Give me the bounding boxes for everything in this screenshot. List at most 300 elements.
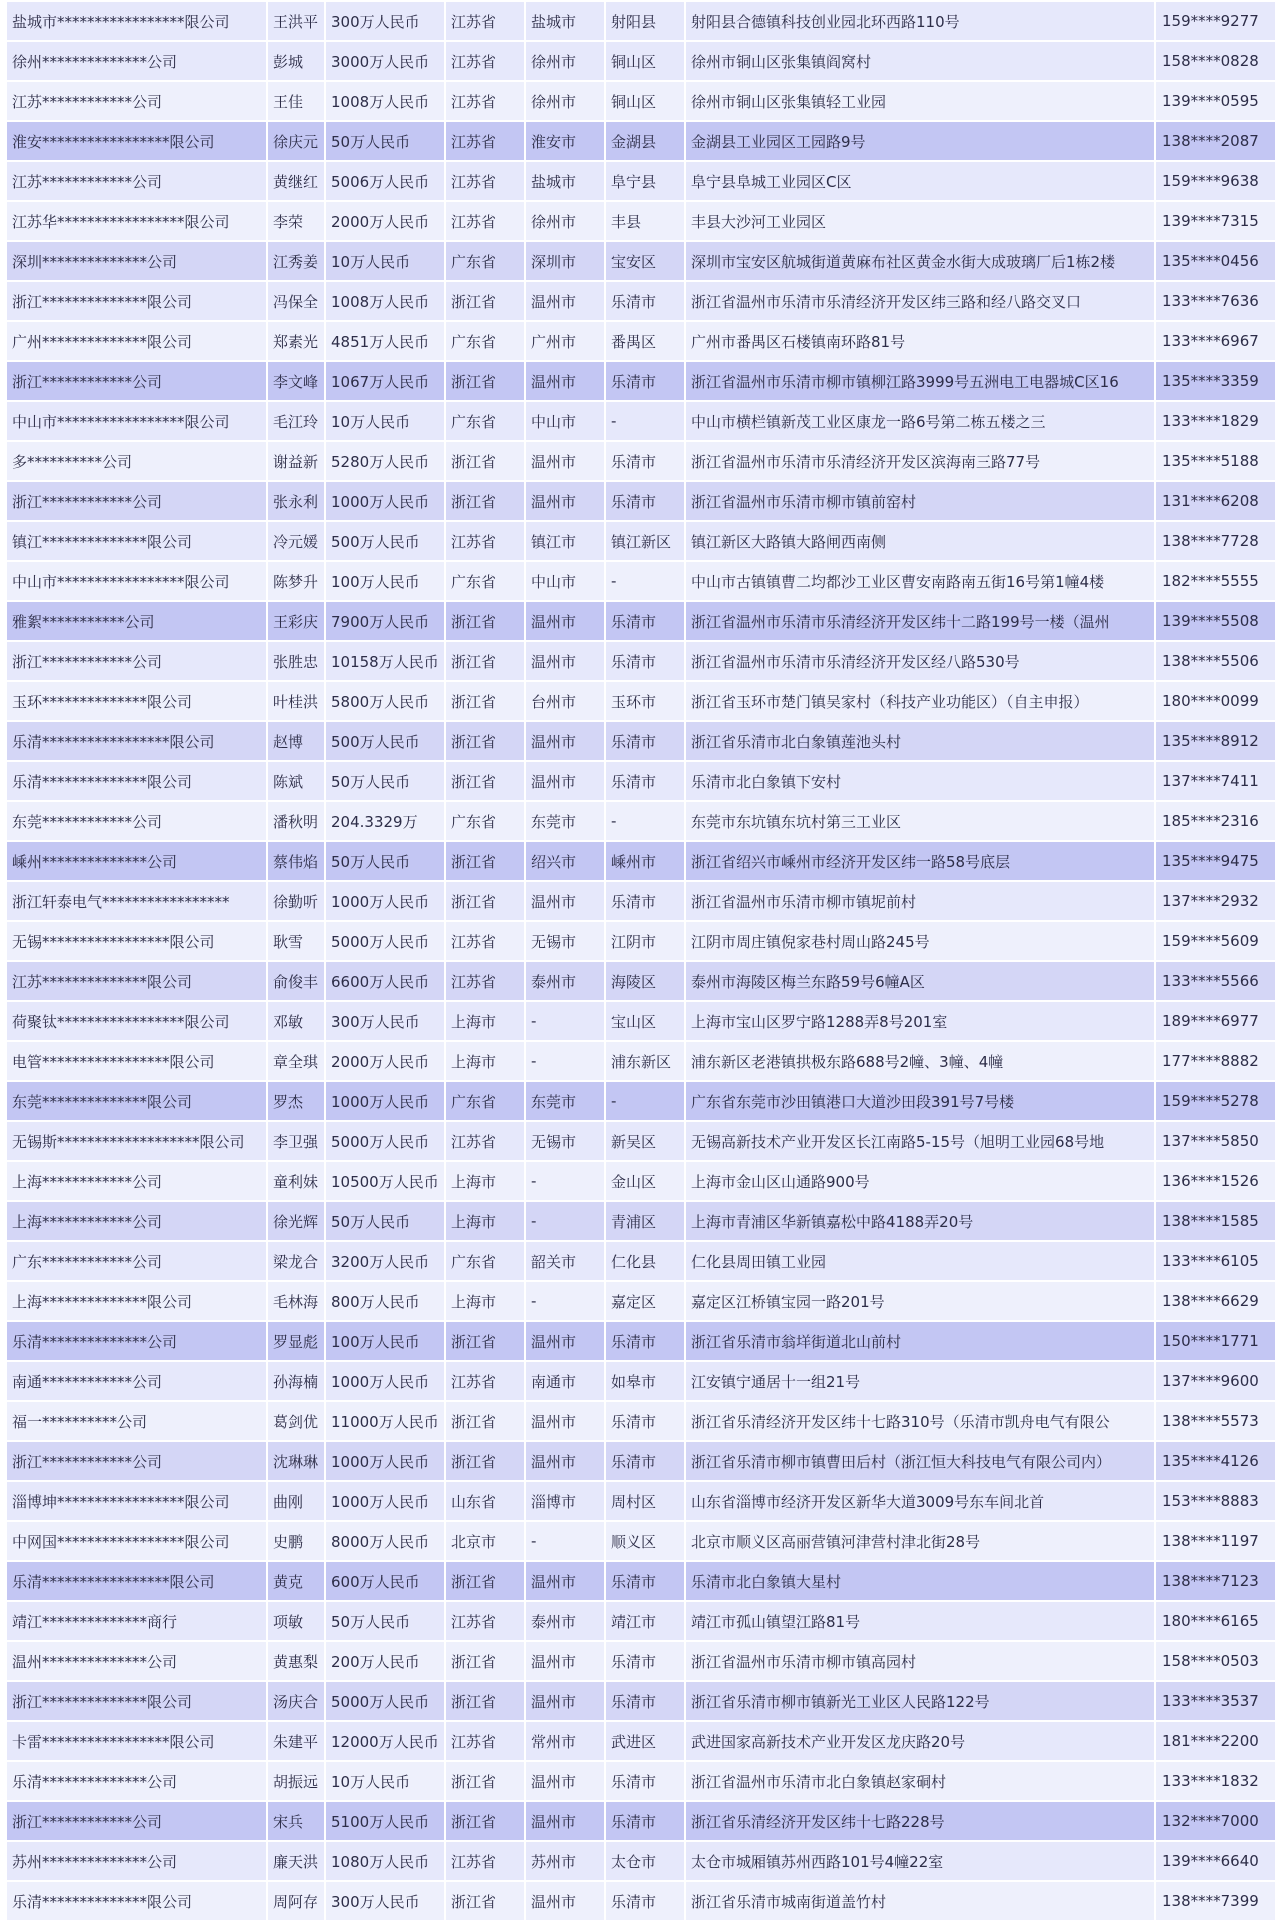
contact-cell: 蔡伟焰 (267, 841, 325, 881)
city-cell: 温州市 (525, 1321, 605, 1361)
province-cell: 浙江省 (445, 361, 525, 401)
company-cell: 雅絮***********公司 (6, 601, 267, 641)
company-cell: 南通************公司 (6, 1361, 267, 1401)
city-cell: 温州市 (525, 1401, 605, 1441)
capital-cell: 5000万人民币 (325, 1121, 445, 1161)
phone-cell: 133****7636 (1155, 281, 1276, 321)
district-cell: 乐清市 (605, 441, 685, 481)
phone-cell: 136****1526 (1155, 1161, 1276, 1201)
city-cell: 南通市 (525, 1361, 605, 1401)
province-cell: 广东省 (445, 401, 525, 441)
phone-cell: 153****8883 (1155, 1481, 1276, 1521)
address-cell: 太仓市城厢镇苏州西路101号4幢22室 (685, 1841, 1155, 1881)
contact-cell: 葛剑优 (267, 1401, 325, 1441)
address-cell: 中山市古镇镇曹二均都沙工业区曹安南路南五街16号第1幢4楼 (685, 561, 1155, 601)
district-cell: 武进区 (605, 1721, 685, 1761)
table-row (6, 1401, 1276, 1441)
province-cell: 江苏省 (445, 1121, 525, 1161)
table-row (6, 601, 1276, 641)
district-cell: 仁化县 (605, 1241, 685, 1281)
contact-cell: 童利妹 (267, 1161, 325, 1201)
contact-cell: 黄继红 (267, 161, 325, 201)
phone-cell: 132****7000 (1155, 1801, 1276, 1841)
capital-cell: 5100万人民币 (325, 1801, 445, 1841)
phone-cell: 159****5609 (1155, 921, 1276, 961)
district-cell: 乐清市 (605, 1881, 685, 1921)
capital-cell: 1000万人民币 (325, 1081, 445, 1121)
district-cell: 嵊州市 (605, 841, 685, 881)
province-cell: 江苏省 (445, 161, 525, 201)
phone-cell: 138****2087 (1155, 121, 1276, 161)
contact-cell: 徐庆元 (267, 121, 325, 161)
company-cell: 盐城市*****************限公司 (6, 1, 267, 41)
address-cell: 江阴市周庄镇倪家巷村周山路245号 (685, 921, 1155, 961)
company-cell: 无锡*****************限公司 (6, 921, 267, 961)
capital-cell: 100万人民币 (325, 1321, 445, 1361)
phone-cell: 138****7728 (1155, 521, 1276, 561)
address-cell: 镇江新区大路镇大路闸西南侧 (685, 521, 1155, 561)
company-cell: 卡雷*****************限公司 (6, 1721, 267, 1761)
province-cell: 北京市 (445, 1521, 525, 1561)
table-row (6, 521, 1276, 561)
province-cell: 江苏省 (445, 961, 525, 1001)
capital-cell: 1000万人民币 (325, 481, 445, 521)
capital-cell: 500万人民币 (325, 721, 445, 761)
phone-cell: 135****9475 (1155, 841, 1276, 881)
province-cell: 浙江省 (445, 681, 525, 721)
province-cell: 浙江省 (445, 1321, 525, 1361)
contact-cell: 孙海楠 (267, 1361, 325, 1401)
province-cell: 广东省 (445, 1081, 525, 1121)
district-cell: 铜山区 (605, 81, 685, 121)
capital-cell: 10万人民币 (325, 401, 445, 441)
company-cell: 东莞**************限公司 (6, 1081, 267, 1121)
capital-cell: 800万人民币 (325, 1281, 445, 1321)
contact-cell: 张永利 (267, 481, 325, 521)
table-body (6, 1, 1276, 1921)
table-row (6, 41, 1276, 81)
company-cell: 浙江**************限公司 (6, 281, 267, 321)
address-cell: 徐州市铜山区张集镇阎窝村 (685, 41, 1155, 81)
phone-cell: 158****0503 (1155, 1641, 1276, 1681)
district-cell: 新吴区 (605, 1121, 685, 1161)
table-row (6, 201, 1276, 241)
district-cell: 宝山区 (605, 1001, 685, 1041)
district-cell: 乐清市 (605, 481, 685, 521)
company-cell: 乐清*****************限公司 (6, 721, 267, 761)
table-row (6, 1561, 1276, 1601)
province-cell: 上海市 (445, 1201, 525, 1241)
contact-cell: 冷元媛 (267, 521, 325, 561)
address-cell: 泰州市海陵区梅兰东路59号6幢A区 (685, 961, 1155, 1001)
phone-cell: 139****7315 (1155, 201, 1276, 241)
province-cell: 广东省 (445, 1241, 525, 1281)
city-cell: 东莞市 (525, 801, 605, 841)
capital-cell: 600万人民币 (325, 1561, 445, 1601)
table-row (6, 401, 1276, 441)
phone-cell: 182****5555 (1155, 561, 1276, 601)
phone-cell: 158****0828 (1155, 41, 1276, 81)
province-cell: 浙江省 (445, 841, 525, 881)
capital-cell: 1080万人民币 (325, 1841, 445, 1881)
table-row (6, 1801, 1276, 1841)
district-cell: 江阴市 (605, 921, 685, 961)
district-cell: 周村区 (605, 1481, 685, 1521)
address-cell: 广州市番禺区石楼镇南环路81号 (685, 321, 1155, 361)
table-row (6, 961, 1276, 1001)
company-cell: 中山市*****************限公司 (6, 401, 267, 441)
company-cell: 浙江************公司 (6, 481, 267, 521)
address-cell: 无锡高新技术产业开发区长江南路5-15号（旭明工业园68号地 (685, 1121, 1155, 1161)
address-cell: 丰县大沙河工业园区 (685, 201, 1155, 241)
phone-cell: 138****6629 (1155, 1281, 1276, 1321)
capital-cell: 1067万人民币 (325, 361, 445, 401)
contact-cell: 王洪平 (267, 1, 325, 41)
capital-cell: 100万人民币 (325, 561, 445, 601)
city-cell: - (525, 1201, 605, 1241)
city-cell: 温州市 (525, 1881, 605, 1921)
table-row (6, 761, 1276, 801)
address-cell: 乐清市北白象镇大星村 (685, 1561, 1155, 1601)
province-cell: 江苏省 (445, 1, 525, 41)
contact-cell: 胡振远 (267, 1761, 325, 1801)
phone-cell: 181****2200 (1155, 1721, 1276, 1761)
table-row (6, 921, 1276, 961)
capital-cell: 11000万人民币 (325, 1401, 445, 1441)
table-row (6, 1241, 1276, 1281)
phone-cell: 139****0595 (1155, 81, 1276, 121)
province-cell: 上海市 (445, 1001, 525, 1041)
address-cell: 深圳市宝安区航城街道黄麻布社区黄金水街大成玻璃厂后1栋2楼 (685, 241, 1155, 281)
city-cell: 温州市 (525, 441, 605, 481)
capital-cell: 6600万人民币 (325, 961, 445, 1001)
district-cell: 镇江新区 (605, 521, 685, 561)
district-cell: 乐清市 (605, 361, 685, 401)
company-cell: 徐州**************公司 (6, 41, 267, 81)
city-cell: 无锡市 (525, 921, 605, 961)
address-cell: 仁化县周田镇工业园 (685, 1241, 1155, 1281)
address-cell: 东莞市东坑镇东坑村第三工业区 (685, 801, 1155, 841)
company-cell: 中山市*****************限公司 (6, 561, 267, 601)
company-cell: 江苏************公司 (6, 81, 267, 121)
capital-cell: 5800万人民币 (325, 681, 445, 721)
company-cell: 浙江************公司 (6, 641, 267, 681)
phone-cell: 137****9600 (1155, 1361, 1276, 1401)
phone-cell: 133****3537 (1155, 1681, 1276, 1721)
company-cell: 东莞************公司 (6, 801, 267, 841)
company-cell: 乐清**************限公司 (6, 1881, 267, 1921)
city-cell: - (525, 1041, 605, 1081)
contact-cell: 黄惠梨 (267, 1641, 325, 1681)
company-cell: 乐清**************限公司 (6, 761, 267, 801)
table-row (6, 1641, 1276, 1681)
province-cell: 浙江省 (445, 721, 525, 761)
phone-cell: 159****9638 (1155, 161, 1276, 201)
district-cell: 乐清市 (605, 1401, 685, 1441)
district-cell: 乐清市 (605, 1761, 685, 1801)
contact-cell: 俞俊丰 (267, 961, 325, 1001)
city-cell: 淮安市 (525, 121, 605, 161)
company-cell: 深圳**************公司 (6, 241, 267, 281)
phone-cell: 138****7123 (1155, 1561, 1276, 1601)
city-cell: 苏州市 (525, 1841, 605, 1881)
table-row (6, 1201, 1276, 1241)
address-cell: 浙江省温州市乐清市柳市镇坭前村 (685, 881, 1155, 921)
contact-cell: 罗杰 (267, 1081, 325, 1121)
company-cell: 乐清**************公司 (6, 1761, 267, 1801)
capital-cell: 3000万人民币 (325, 41, 445, 81)
phone-cell: 138****5506 (1155, 641, 1276, 681)
city-cell: 淄博市 (525, 1481, 605, 1521)
address-cell: 靖江市孤山镇望江路81号 (685, 1601, 1155, 1641)
district-cell: 乐清市 (605, 1441, 685, 1481)
city-cell: 深圳市 (525, 241, 605, 281)
company-cell: 无锡斯*******************限公司 (6, 1121, 267, 1161)
district-cell: 如皋市 (605, 1361, 685, 1401)
district-cell: 嘉定区 (605, 1281, 685, 1321)
table-row (6, 1161, 1276, 1201)
company-cell: 浙江************公司 (6, 1801, 267, 1841)
district-cell: 靖江市 (605, 1601, 685, 1641)
contact-cell: 赵博 (267, 721, 325, 761)
table-row (6, 321, 1276, 361)
table-row (6, 1081, 1276, 1121)
city-cell: 温州市 (525, 721, 605, 761)
company-cell: 浙江************公司 (6, 361, 267, 401)
address-cell: 浙江省乐清经济开发区纬十七路228号 (685, 1801, 1155, 1841)
capital-cell: 10500万人民币 (325, 1161, 445, 1201)
province-cell: 江苏省 (445, 81, 525, 121)
company-cell: 乐清*****************限公司 (6, 1561, 267, 1601)
table-row (6, 1761, 1276, 1801)
table-row (6, 361, 1276, 401)
table-row (6, 841, 1276, 881)
city-cell: 中山市 (525, 561, 605, 601)
address-cell: 广东省东莞市沙田镇港口大道沙田段391号7号楼 (685, 1081, 1155, 1121)
phone-cell: 133****6105 (1155, 1241, 1276, 1281)
address-cell: 上海市青浦区华新镇嘉松中路4188弄20号 (685, 1201, 1155, 1241)
address-cell: 山东省淄博市经济开发区新华大道3009号东车间北首 (685, 1481, 1155, 1521)
address-cell: 浙江省温州市乐清市柳市镇高园村 (685, 1641, 1155, 1681)
address-cell: 上海市宝山区罗宁路1288弄8号201室 (685, 1001, 1155, 1041)
district-cell: 乐清市 (605, 1681, 685, 1721)
table-row (6, 241, 1276, 281)
province-cell: 江苏省 (445, 921, 525, 961)
contact-cell: 朱建平 (267, 1721, 325, 1761)
phone-cell: 139****5508 (1155, 601, 1276, 641)
contact-cell: 廉天洪 (267, 1841, 325, 1881)
city-cell: - (525, 1281, 605, 1321)
table-row (6, 481, 1276, 521)
table-row (6, 1121, 1276, 1161)
contact-cell: 陈斌 (267, 761, 325, 801)
table-row (6, 121, 1276, 161)
district-cell: 乐清市 (605, 761, 685, 801)
company-cell: 乐清**************公司 (6, 1321, 267, 1361)
province-cell: 浙江省 (445, 1561, 525, 1601)
capital-cell: 5280万人民币 (325, 441, 445, 481)
capital-cell: 1000万人民币 (325, 881, 445, 921)
province-cell: 江苏省 (445, 521, 525, 561)
capital-cell: 1008万人民币 (325, 281, 445, 321)
phone-cell: 139****6640 (1155, 1841, 1276, 1881)
company-cell: 上海************公司 (6, 1201, 267, 1241)
province-cell: 山东省 (445, 1481, 525, 1521)
province-cell: 江苏省 (445, 1601, 525, 1641)
phone-cell: 137****7411 (1155, 761, 1276, 801)
city-cell: 温州市 (525, 1801, 605, 1841)
address-cell: 浙江省温州市乐清市北白象镇赵家硐村 (685, 1761, 1155, 1801)
company-cell: 浙江**************限公司 (6, 1681, 267, 1721)
table-row (6, 1721, 1276, 1761)
province-cell: 江苏省 (445, 121, 525, 161)
capital-cell: 50万人民币 (325, 1201, 445, 1241)
table-row (6, 1, 1276, 41)
city-cell: 徐州市 (525, 201, 605, 241)
table-row (6, 1441, 1276, 1481)
capital-cell: 10万人民币 (325, 1761, 445, 1801)
district-cell: - (605, 801, 685, 841)
district-cell: 乐清市 (605, 601, 685, 641)
province-cell: 江苏省 (445, 201, 525, 241)
district-cell: - (605, 1081, 685, 1121)
city-cell: 温州市 (525, 361, 605, 401)
capital-cell: 1000万人民币 (325, 1361, 445, 1401)
capital-cell: 2000万人民币 (325, 1041, 445, 1081)
city-cell: 温州市 (525, 1441, 605, 1481)
capital-cell: 1008万人民币 (325, 81, 445, 121)
contact-cell: 宋兵 (267, 1801, 325, 1841)
district-cell: 玉环市 (605, 681, 685, 721)
capital-cell: 10158万人民币 (325, 641, 445, 681)
province-cell: 上海市 (445, 1041, 525, 1081)
address-cell: 浙江省乐清市城南街道盖竹村 (685, 1881, 1155, 1921)
province-cell: 浙江省 (445, 1881, 525, 1921)
capital-cell: 5006万人民币 (325, 161, 445, 201)
address-cell: 浙江省乐清市北白象镇莲池头村 (685, 721, 1155, 761)
city-cell: 镇江市 (525, 521, 605, 561)
capital-cell: 200万人民币 (325, 1641, 445, 1681)
company-cell: 中网国*****************限公司 (6, 1521, 267, 1561)
district-cell: 丰县 (605, 201, 685, 241)
capital-cell: 1000万人民币 (325, 1441, 445, 1481)
address-cell: 浙江省温州市乐清市柳市镇柳江路3999号五洲电工电器城C区16 (685, 361, 1155, 401)
city-cell: 常州市 (525, 1721, 605, 1761)
address-cell: 武进国家高新技术产业开发区龙庆路20号 (685, 1721, 1155, 1761)
table-row (6, 81, 1276, 121)
city-cell: 台州市 (525, 681, 605, 721)
province-cell: 浙江省 (445, 1641, 525, 1681)
contact-cell: 毛江玲 (267, 401, 325, 441)
address-cell: 金湖县工业园区工园路9号 (685, 121, 1155, 161)
phone-cell: 135****4126 (1155, 1441, 1276, 1481)
contact-cell: 李文峰 (267, 361, 325, 401)
address-cell: 浙江省绍兴市嵊州市经济开发区纬一路58号底层 (685, 841, 1155, 881)
address-cell: 嘉定区江桥镇宝园一路201号 (685, 1281, 1155, 1321)
table-row (6, 1841, 1276, 1881)
district-cell: 乐清市 (605, 1321, 685, 1361)
phone-cell: 180****6165 (1155, 1601, 1276, 1641)
table-row (6, 561, 1276, 601)
city-cell: 温州市 (525, 761, 605, 801)
contact-cell: 曲刚 (267, 1481, 325, 1521)
district-cell: 乐清市 (605, 281, 685, 321)
address-cell: 徐州市铜山区张集镇轻工业园 (685, 81, 1155, 121)
capital-cell: 300万人民币 (325, 1881, 445, 1921)
province-cell: 广东省 (445, 241, 525, 281)
district-cell: 铜山区 (605, 41, 685, 81)
company-cell: 靖江**************商行 (6, 1601, 267, 1641)
city-cell: 无锡市 (525, 1121, 605, 1161)
table-row (6, 1001, 1276, 1041)
city-cell: 徐州市 (525, 81, 605, 121)
district-cell: 太仓市 (605, 1841, 685, 1881)
province-cell: 上海市 (445, 1281, 525, 1321)
contact-cell: 毛林海 (267, 1281, 325, 1321)
company-table (5, 0, 1277, 1922)
phone-cell: 133****1832 (1155, 1761, 1276, 1801)
city-cell: 东莞市 (525, 1081, 605, 1121)
contact-cell: 徐勤听 (267, 881, 325, 921)
address-cell: 江安镇宁通居十一组21号 (685, 1361, 1155, 1401)
province-cell: 江苏省 (445, 1721, 525, 1761)
province-cell: 浙江省 (445, 1801, 525, 1841)
contact-cell: 邓敏 (267, 1001, 325, 1041)
district-cell: 乐清市 (605, 1641, 685, 1681)
province-cell: 浙江省 (445, 1441, 525, 1481)
province-cell: 上海市 (445, 1161, 525, 1201)
province-cell: 浙江省 (445, 761, 525, 801)
city-cell: 泰州市 (525, 1601, 605, 1641)
phone-cell: 135****8912 (1155, 721, 1276, 761)
capital-cell: 204.3329万 (325, 801, 445, 841)
capital-cell: 500万人民币 (325, 521, 445, 561)
table-row (6, 1361, 1276, 1401)
city-cell: 绍兴市 (525, 841, 605, 881)
address-cell: 浙江省乐清经济开发区纬十七路310号（乐清市凯舟电气有限公 (685, 1401, 1155, 1441)
company-cell: 浙江************公司 (6, 1441, 267, 1481)
contact-cell: 汤庆合 (267, 1681, 325, 1721)
address-cell: 浙江省温州市乐清市乐清经济开发区纬十二路199号一楼（温州 (685, 601, 1155, 641)
district-cell: 青浦区 (605, 1201, 685, 1241)
table-row (6, 1321, 1276, 1361)
address-cell: 中山市横栏镇新茂工业区康龙一路6号第二栋五楼之三 (685, 401, 1155, 441)
contact-cell: 沈琳琳 (267, 1441, 325, 1481)
phone-cell: 135****0456 (1155, 241, 1276, 281)
company-cell: 浙江轩泰电气***************** (6, 881, 267, 921)
contact-cell: 徐光辉 (267, 1201, 325, 1241)
city-cell: 韶关市 (525, 1241, 605, 1281)
company-cell: 温州**************公司 (6, 1641, 267, 1681)
capital-cell: 50万人民币 (325, 761, 445, 801)
district-cell: 金山区 (605, 1161, 685, 1201)
district-cell: 射阳县 (605, 1, 685, 41)
capital-cell: 50万人民币 (325, 841, 445, 881)
district-cell: 乐清市 (605, 1561, 685, 1601)
province-cell: 江苏省 (445, 1841, 525, 1881)
city-cell: 温州市 (525, 641, 605, 681)
contact-cell: 张胜忠 (267, 641, 325, 681)
phone-cell: 138****7399 (1155, 1881, 1276, 1921)
company-cell: 多**********公司 (6, 441, 267, 481)
province-cell: 浙江省 (445, 1761, 525, 1801)
table-row (6, 881, 1276, 921)
company-cell: 苏州**************公司 (6, 1841, 267, 1881)
city-cell: 中山市 (525, 401, 605, 441)
district-cell: 乐清市 (605, 881, 685, 921)
capital-cell: 4851万人民币 (325, 321, 445, 361)
province-cell: 浙江省 (445, 1681, 525, 1721)
